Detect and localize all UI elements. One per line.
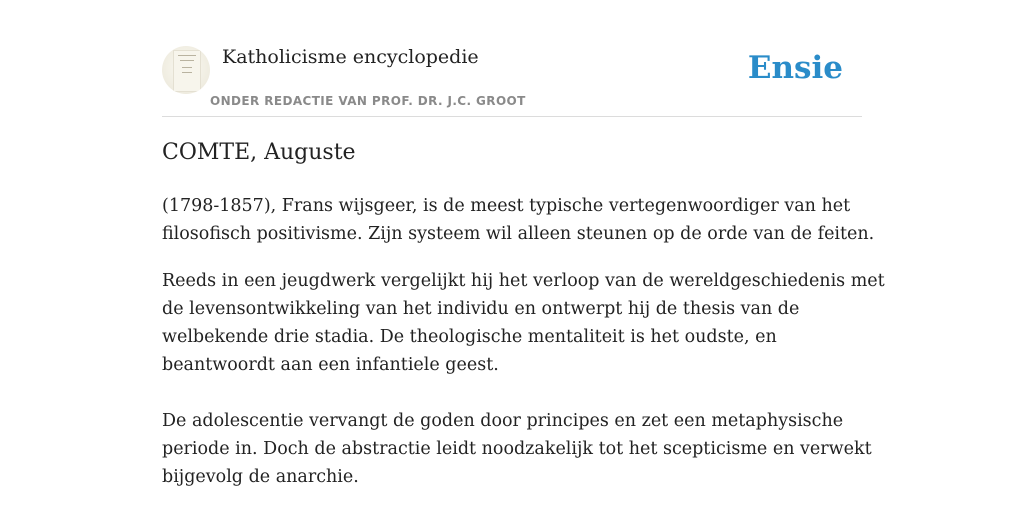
paragraph-line: bijgevolg de anarchie. xyxy=(162,467,359,487)
encyclopedia-title[interactable]: Katholicisme encyclopedie xyxy=(222,46,479,68)
paragraph-line: beantwoordt aan een infantiele geest. xyxy=(162,355,499,375)
editor-subtitle: ONDER REDACTIE VAN PROF. DR. J.C. GROOT xyxy=(210,94,526,108)
ensie-logo[interactable]: Ensie xyxy=(747,50,843,86)
article-paragraph xyxy=(162,267,885,379)
article-title: COMTE, Auguste xyxy=(162,140,356,165)
book-cover-image xyxy=(173,50,201,92)
paragraph-line: (1798-1857), Frans wijsgeer, is de meest typische vertegenwoordiger van het xyxy=(162,196,851,216)
paragraph-line: welbekende drie stadia. De theologische mentaliteit is het oudste, en xyxy=(162,327,777,347)
article-paragraph xyxy=(162,407,872,491)
book-cover-thumbnail[interactable] xyxy=(162,46,210,94)
site-header xyxy=(162,44,862,117)
paragraph-line: periode in. Doch de abstractie leidt noodzakelijk tot het scepticisme en verwekt xyxy=(162,439,872,459)
paragraph-line: De adolescentie vervangt de goden door principes en zet een metaphysische xyxy=(162,411,844,431)
paragraph-line: filosofisch positivisme. Zijn systeem wil alleen steunen op de orde van de feiten. xyxy=(162,224,875,244)
paragraph-line: de levensontwikkeling van het individu en ontwerpt hij de thesis van de xyxy=(162,299,800,319)
paragraph-line: Reeds in een jeugdwerk vergelijkt hij het verloop van de wereldgeschiedenis met xyxy=(162,271,885,291)
article-paragraph xyxy=(162,192,875,248)
